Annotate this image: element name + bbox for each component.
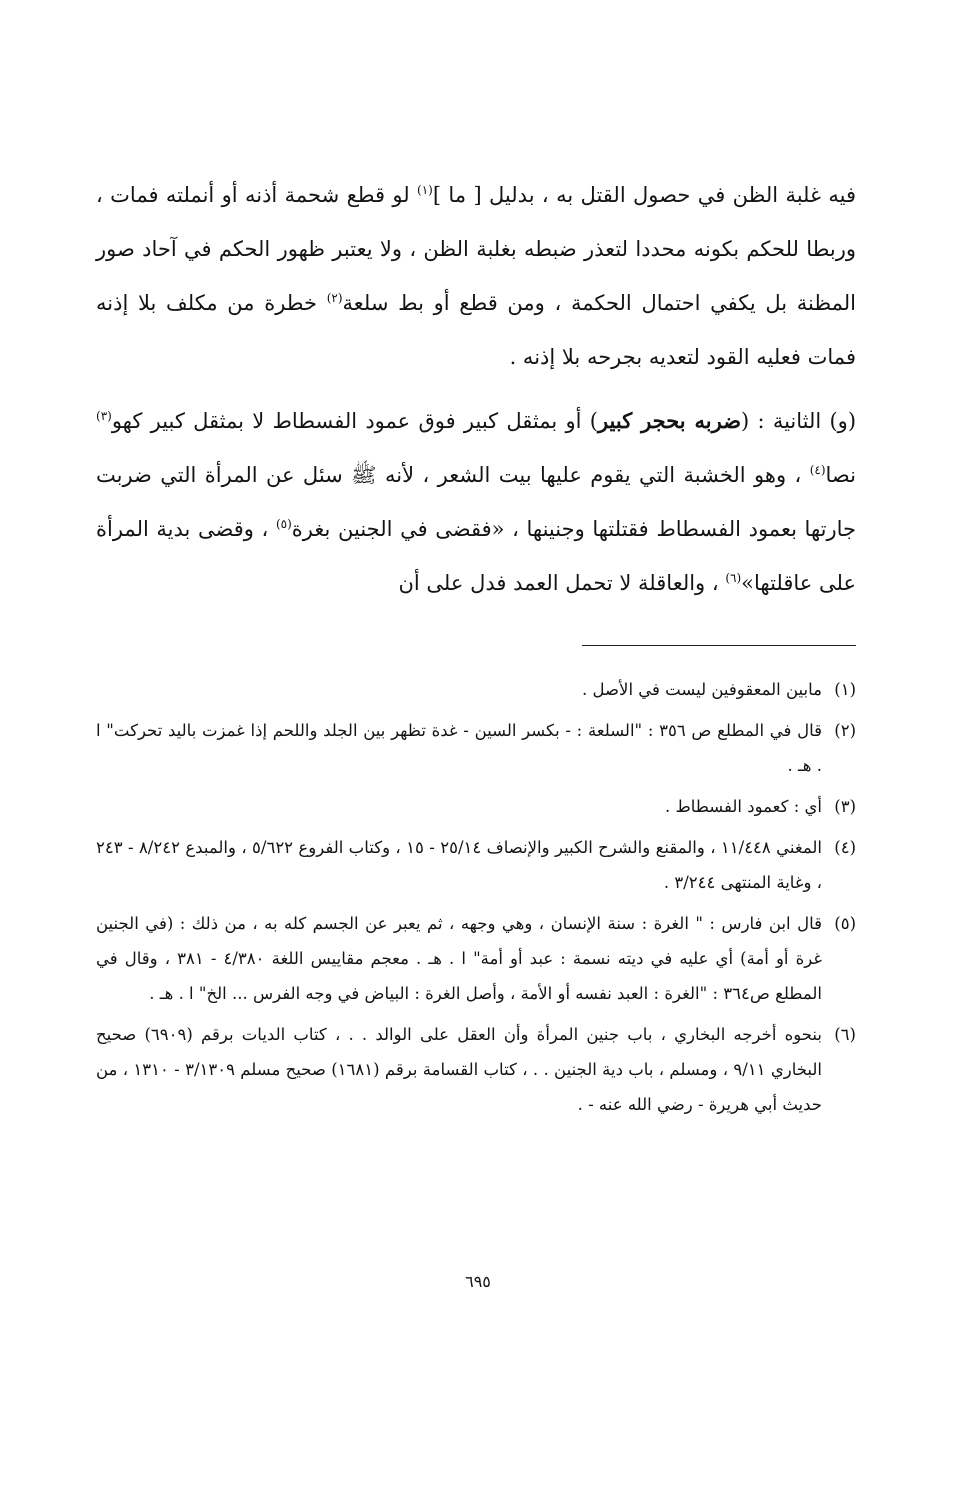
footnote-text: أي : كعمود الفسطاط . bbox=[664, 797, 822, 816]
footnote-4 bbox=[96, 830, 856, 900]
footnote-5 bbox=[96, 906, 856, 1011]
footnote-number: (٣) bbox=[834, 797, 856, 816]
footnote-text: مابين المعقوفين ليست في الأصل . bbox=[582, 680, 822, 699]
text-run: لو قطع شحمة أذنه أو أنملته فمات ، وربطا للحكم بكونه محددا لتعذر ضبطه بغلبة الظن ، ولا يعتبر ظهور الحكم في آحاد صور المظنة بل يكفي احتمال الحكمة ، ومن قطع أو بط سلعة bbox=[96, 183, 856, 315]
footnote-ref-2[interactable]: (٢) bbox=[326, 291, 343, 305]
footnote-number: (٤) bbox=[834, 838, 857, 857]
footnote-separator bbox=[582, 645, 856, 646]
footnote-text: قال ابن فارس : " الغرة : سنة الإنسان ، وهي وجهه ، ثم يعبر عن الجسم كله به ، من ذلك : (في الجنين غرة أو أمة) أي عليه في ديته نسمة : عبد أو أمة" ا . هـ . معجم مقاييس اللغة ٤/٣٨٠ - ٣٨١ ، وقال في المطلع ص٣٦٤ : "الغرة : العبد نفسه أو الأمة ، وأصل الغرة : البياض في وجه الفرس ... الخ" ا . هـ . bbox=[96, 914, 822, 1003]
footnote-text: المغني ١١/٤٤٨ ، والمقنع والشرح الكبير والإنصاف ٢٥/١٤ - ١٥ ، وكتاب الفروع ٥/٦٢٢ ، والمبدع ٨/٢٤٢ - ٢٤٣ ، وغاية المنتهى ٣/٢٤٤ . bbox=[96, 838, 823, 892]
footnote-ref-5[interactable]: (٥) bbox=[275, 517, 292, 531]
text-run: ، وهو الخشبة التي يقوم عليها بيت الشعر ، لأنه ﷺ سئل عن المرأة التي ضربت جارتها بعمود الفسطاط فقتلتها وجنينها ، «فقضى في الجنين بغرة bbox=[96, 463, 856, 541]
footnote-6 bbox=[96, 1017, 856, 1122]
text-run: ، والعاقلة لا تحمل العمد فدل على أن bbox=[398, 571, 726, 595]
text-run: ) أو بمثقل كبير فوق عمود الفسطاط لا بمثقل كبير كهو bbox=[111, 409, 598, 433]
footnote-number: (٥) bbox=[834, 914, 856, 933]
paragraph-2 bbox=[96, 394, 856, 610]
footnote-number: (٢) bbox=[834, 721, 856, 740]
text-run: نصا bbox=[825, 463, 856, 487]
text-run: ، وقضى بدية المرأة على عاقلتها» bbox=[96, 517, 856, 595]
footnote-ref-4[interactable]: (٤) bbox=[809, 463, 826, 477]
footnote-1 bbox=[96, 672, 856, 707]
text-run: (و) الثانية : ( bbox=[741, 409, 857, 433]
paragraph-1 bbox=[96, 168, 856, 384]
footnote-3 bbox=[96, 789, 856, 824]
footnote-2 bbox=[96, 713, 856, 783]
footnote-text: بنحوه أخرجه البخاري ، باب جنين المرأة وأن العقل على الوالد . . ، كتاب الديات برقم (٦٩٠٩) صحيح البخاري ٩/١١ ، ومسلم ، باب دية الجنين . . ، كتاب القسامة برقم (١٦٨١) صحيح مسلم ٣/١٣٠٩ - ١٣١٠ ، من حديث أبي هريرة - رضي الله عنه - . bbox=[96, 1025, 822, 1114]
main-text bbox=[96, 168, 856, 610]
footnotes bbox=[96, 672, 856, 1128]
footnote-number: (١) bbox=[834, 680, 856, 699]
text-run: خطرة من مكلف بلا إذنه فمات فعليه القود لتعديه بجرحه بلا إذنه . bbox=[96, 291, 856, 369]
text-run: فيه غلبة الظن في حصول القتل به ، بدليل [ ما ] bbox=[432, 183, 856, 207]
footnote-ref-6[interactable]: (٦) bbox=[725, 571, 742, 585]
footnote-ref-1[interactable]: (١) bbox=[417, 183, 433, 197]
footnote-number: (٦) bbox=[834, 1025, 856, 1044]
footnote-ref-3[interactable]: (٣) bbox=[96, 409, 112, 423]
footnote-text: قال في المطلع ص ٣٥٦ : "السلعة : - بكسر السين - غدة تظهر بين الجلد واللحم إذا غمزت باليد تحركت" ا . هـ . bbox=[96, 721, 822, 775]
matn-quote: ضربه بحجر كبير bbox=[597, 408, 742, 433]
page-number: ٦٩٥ bbox=[465, 1272, 491, 1291]
